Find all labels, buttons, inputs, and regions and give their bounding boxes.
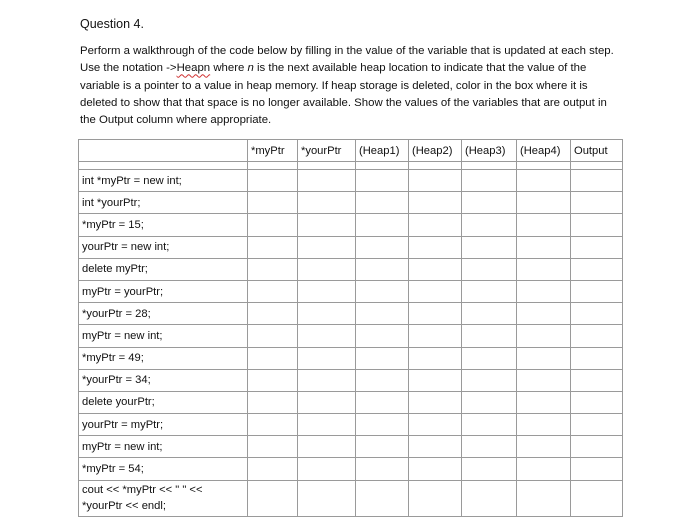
answer-cell[interactable] — [517, 236, 571, 258]
answer-cell[interactable] — [248, 458, 298, 480]
column-header: Output — [571, 140, 623, 162]
answer-cell[interactable] — [298, 170, 356, 192]
table-row — [79, 236, 623, 258]
answer-cell[interactable] — [462, 391, 517, 413]
answer-cell[interactable] — [462, 458, 517, 480]
answer-cell[interactable] — [409, 170, 462, 192]
code-statement: *yourPtr = 28; — [79, 303, 248, 325]
answer-cell[interactable] — [298, 458, 356, 480]
code-statement: *myPtr = 49; — [79, 347, 248, 369]
answer-cell[interactable] — [248, 347, 298, 369]
answer-cell[interactable] — [356, 280, 409, 302]
answer-cell[interactable] — [356, 369, 409, 391]
answer-cell[interactable] — [517, 436, 571, 458]
answer-cell[interactable] — [409, 303, 462, 325]
answer-cell[interactable] — [409, 192, 462, 214]
code-statement: yourPtr = myPtr; — [79, 414, 248, 436]
question-title: Question 4. — [80, 17, 144, 31]
table-row — [79, 458, 623, 480]
answer-cell[interactable] — [462, 236, 517, 258]
answer-cell[interactable] — [356, 436, 409, 458]
answer-cell[interactable] — [356, 170, 409, 192]
answer-cell[interactable] — [409, 414, 462, 436]
answer-cell[interactable] — [356, 258, 409, 280]
answer-cell[interactable] — [409, 214, 462, 236]
answer-cell[interactable] — [571, 236, 623, 258]
table-row — [79, 280, 623, 302]
code-statement: *yourPtr = 34; — [79, 369, 248, 391]
answer-cell[interactable] — [517, 480, 571, 516]
answer-cell[interactable] — [517, 414, 571, 436]
answer-cell[interactable] — [298, 369, 356, 391]
answer-cell[interactable] — [298, 192, 356, 214]
answer-cell[interactable] — [409, 480, 462, 516]
code-statement: myPtr = new int; — [79, 325, 248, 347]
answer-cell[interactable] — [517, 458, 571, 480]
question-instructions — [80, 43, 620, 129]
answer-cell[interactable] — [248, 303, 298, 325]
answer-cell[interactable] — [356, 325, 409, 347]
answer-cell[interactable] — [248, 258, 298, 280]
answer-cell[interactable] — [517, 214, 571, 236]
answer-cell[interactable] — [571, 170, 623, 192]
answer-cell[interactable] — [517, 347, 571, 369]
answer-cell[interactable] — [462, 325, 517, 347]
answer-cell[interactable] — [517, 258, 571, 280]
answer-cell[interactable] — [409, 280, 462, 302]
table-row — [79, 258, 623, 280]
answer-cell[interactable] — [409, 391, 462, 413]
answer-cell[interactable] — [571, 280, 623, 302]
answer-cell[interactable] — [298, 414, 356, 436]
answer-cell[interactable] — [571, 414, 623, 436]
answer-cell[interactable] — [571, 192, 623, 214]
answer-cell[interactable] — [517, 391, 571, 413]
header-corner — [79, 140, 248, 162]
answer-cell[interactable] — [356, 391, 409, 413]
instructions-text-3: is the next available heap location to indicate that the value of the variable is a pointer to a value in heap memory. If heap storage is deleted, color in the box where it is deleted to show that that space is no longer available. Show the values of the variables that are output in the Output column where appropriate. — [80, 62, 607, 127]
answer-cell[interactable] — [356, 192, 409, 214]
answer-cell[interactable] — [409, 458, 462, 480]
answer-cell[interactable] — [571, 258, 623, 280]
answer-cell[interactable] — [248, 480, 298, 516]
answer-cell[interactable] — [248, 391, 298, 413]
table-row — [79, 369, 623, 391]
answer-cell[interactable] — [248, 214, 298, 236]
answer-cell[interactable] — [462, 347, 517, 369]
table-row — [79, 391, 623, 413]
table-row — [79, 347, 623, 369]
answer-cell[interactable] — [248, 280, 298, 302]
answer-cell[interactable] — [298, 214, 356, 236]
answer-cell[interactable] — [248, 414, 298, 436]
answer-cell[interactable] — [409, 369, 462, 391]
answer-cell[interactable] — [356, 458, 409, 480]
answer-cell[interactable] — [462, 369, 517, 391]
answer-cell[interactable] — [356, 303, 409, 325]
code-statement: cout << *myPtr << " " << *yourPtr << endl; — [79, 480, 248, 516]
column-header: *myPtr — [248, 140, 298, 162]
column-header: (Heap4) — [517, 140, 571, 162]
answer-cell[interactable] — [517, 325, 571, 347]
answer-cell[interactable] — [571, 325, 623, 347]
answer-cell[interactable] — [409, 236, 462, 258]
code-statement: delete myPtr; — [79, 258, 248, 280]
answer-cell[interactable] — [298, 436, 356, 458]
answer-cell[interactable] — [356, 480, 409, 516]
column-header: (Heap1) — [356, 140, 409, 162]
table-row — [79, 480, 623, 516]
walkthrough-table — [78, 139, 623, 517]
answer-cell[interactable] — [248, 236, 298, 258]
column-header: (Heap2) — [409, 140, 462, 162]
code-statement: *myPtr = 54; — [79, 458, 248, 480]
header-row — [79, 140, 623, 162]
answer-cell[interactable] — [462, 214, 517, 236]
answer-cell[interactable] — [298, 280, 356, 302]
table-row — [79, 214, 623, 236]
answer-cell[interactable] — [298, 347, 356, 369]
table-row — [79, 436, 623, 458]
answer-cell[interactable] — [462, 303, 517, 325]
answer-cell[interactable] — [356, 414, 409, 436]
answer-cell[interactable] — [517, 280, 571, 302]
answer-cell[interactable] — [298, 480, 356, 516]
answer-cell[interactable] — [517, 170, 571, 192]
column-header: (Heap3) — [462, 140, 517, 162]
answer-cell[interactable] — [298, 303, 356, 325]
table-row — [79, 303, 623, 325]
answer-cell[interactable] — [571, 303, 623, 325]
answer-cell[interactable] — [571, 347, 623, 369]
answer-cell[interactable] — [298, 325, 356, 347]
table-body — [79, 162, 623, 517]
answer-cell[interactable] — [298, 236, 356, 258]
answer-cell[interactable] — [409, 258, 462, 280]
answer-cell[interactable] — [248, 369, 298, 391]
answer-cell[interactable] — [462, 480, 517, 516]
answer-cell[interactable] — [462, 192, 517, 214]
answer-cell[interactable] — [517, 369, 571, 391]
answer-cell[interactable] — [517, 192, 571, 214]
column-header: *yourPtr — [298, 140, 356, 162]
code-statement: int *myPtr = new int; — [79, 170, 248, 192]
answer-cell[interactable] — [462, 280, 517, 302]
answer-cell[interactable] — [462, 258, 517, 280]
answer-cell[interactable] — [462, 414, 517, 436]
code-statement: *myPtr = 15; — [79, 214, 248, 236]
answer-cell[interactable] — [517, 303, 571, 325]
table-row — [79, 170, 623, 192]
answer-cell[interactable] — [356, 214, 409, 236]
answer-cell[interactable] — [571, 480, 623, 516]
answer-cell[interactable] — [409, 347, 462, 369]
answer-cell[interactable] — [248, 325, 298, 347]
answer-cell[interactable] — [571, 391, 623, 413]
answer-cell[interactable] — [571, 214, 623, 236]
spacer-row — [79, 162, 623, 170]
answer-cell[interactable] — [298, 391, 356, 413]
answer-cell[interactable] — [356, 347, 409, 369]
answer-cell[interactable] — [248, 436, 298, 458]
answer-cell[interactable] — [571, 369, 623, 391]
answer-cell[interactable] — [409, 325, 462, 347]
table-row — [79, 325, 623, 347]
code-statement: myPtr = yourPtr; — [79, 280, 248, 302]
answer-cell[interactable] — [462, 436, 517, 458]
answer-cell[interactable] — [571, 436, 623, 458]
code-statement: myPtr = new int; — [79, 436, 248, 458]
code-statement: int *yourPtr; — [79, 192, 248, 214]
answer-cell[interactable] — [248, 192, 298, 214]
answer-cell[interactable] — [298, 258, 356, 280]
answer-cell[interactable] — [356, 236, 409, 258]
code-statement: delete yourPtr; — [79, 391, 248, 413]
instructions-text-2: where — [210, 62, 248, 75]
code-statement: yourPtr = new int; — [79, 236, 248, 258]
answer-cell[interactable] — [248, 170, 298, 192]
instructions-text-1: Perform a walkthrough of the code below by filling in the value of the variable that is updated at each step. Use the notation -> — [80, 45, 614, 75]
table-row — [79, 192, 623, 214]
n-variable: n — [247, 62, 254, 75]
answer-cell[interactable] — [462, 170, 517, 192]
answer-cell[interactable] — [409, 436, 462, 458]
heapn-notation: Heapn — [176, 62, 211, 75]
table-row — [79, 414, 623, 436]
answer-cell[interactable] — [571, 458, 623, 480]
